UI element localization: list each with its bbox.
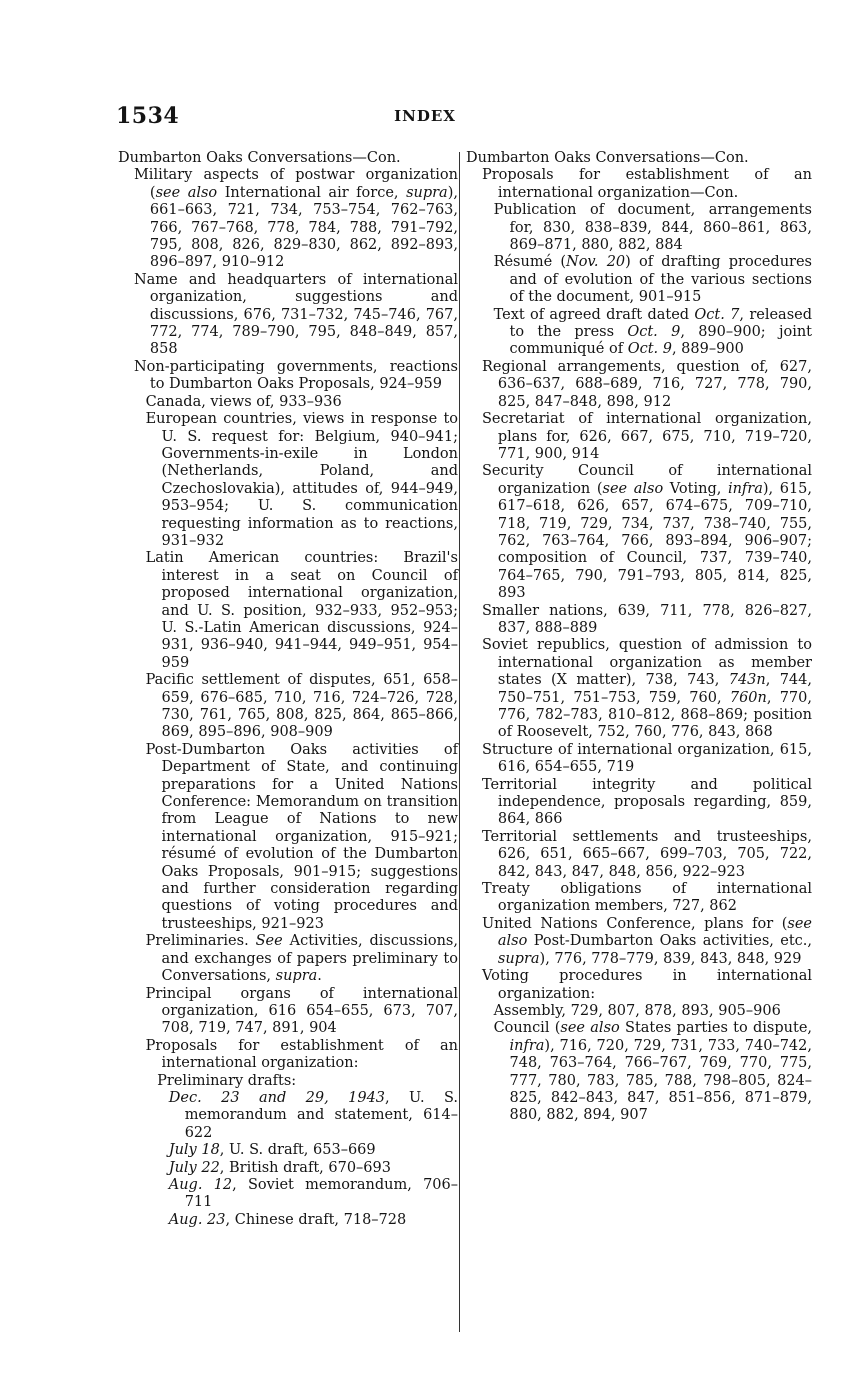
column-rule [459, 152, 460, 1332]
index-entry: European countries, views in response to U. S. request for: Belgium, 940–941; Governments-in-exile in London (Netherlands, Poland, and Czechoslovakia), attitudes of, 944–949, 953–954; U. S. communication requesting information as to reactions, 931–932 [145, 411, 458, 549]
index-entry: Dumbarton Oaks Conversations—Con. [118, 150, 401, 166]
index-entry: Proposals for establishment of an international organization: [145, 1037, 458, 1072]
index-entry: Publication of document, arrangements for, 830, 838–839, 844, 860–861, 863, 869–871, 880, 882, 884 [493, 202, 812, 254]
index-entry: Non-participating governments, reactions to Dumbarton Oaks Proposals, 924–959 [133, 358, 458, 393]
index-entry: Dumbarton Oaks Conversations—Con. [466, 150, 749, 166]
index-entry: Soviet republics, question of admission to international organization as member states (X matter), 738, 743, 743n, 744, 750–751, 751–753, 759, 760, 760n, 770, 776, 782–783, 810–812, 868–869; position of Roosevelt, 752, 760, 776, 843, 868 [481, 637, 812, 741]
index-column-left [118, 150, 458, 1229]
index-entry: Territorial integrity and political independence, proposals regarding, 859, 864, 866 [481, 776, 812, 828]
index-column-right [466, 150, 812, 1125]
page-number: 1534 [116, 103, 180, 129]
index-entry: Canada, views of, 933–936 [145, 393, 342, 410]
index-entry: Council (see also States parties to dispute, infra), 716, 720, 729, 731, 733, 740–742, 748, 763–764, 766–767, 769, 770, 775, 777, 780, 783, 785, 788, 798–805, 824–825, 842–843, 847, 851–856, 871–879, 880, 882, 894, 907 [493, 1020, 813, 1124]
index-entry: Security Council of international organization (see also Voting, infra), 615, 617–618, 626, 657, 674–675, 709–710, 718, 719, 729, 734, 737, 738–740, 755, 762, 763–764, 766, 893–894, 906–907; composition of Council, 737, 739–740, 764–765, 790, 791–793, 805, 814, 825, 893 [481, 463, 812, 602]
index-entry: Aug. 12, Soviet memorandum, 706–711 [168, 1176, 458, 1211]
index-entry: Résumé (Nov. 20) of drafting procedures and of evolution of the various sections of the document, 901–915 [493, 254, 812, 306]
index-entry: Pacific settlement of disputes, 651, 658–659, 676–685, 710, 716, 724–726, 728, 730, 761, 765, 808, 825, 864, 865–866, 869, 895–896, 908–909 [145, 672, 458, 741]
running-head: INDEX [394, 107, 456, 125]
index-entry: Name and headquarters of international organization, suggestions and discussions, 676, 731–732, 745–746, 767, 772, 774, 789–790, 795, 848–849, 857, 858 [133, 271, 458, 358]
index-entry: Structure of international organization, 615, 616, 654–655, 719 [481, 741, 812, 776]
index-entry: Secretariat of international organization, plans for, 626, 667, 675, 710, 719–720, 771, 900, 914 [481, 411, 812, 462]
index-entry: Military aspects of postwar organization (see also International air force, supra), 661–663, 721, 734, 753–754, 762–763, 766, 767–768, 778, 784, 788, 791–792, 795, 808, 826, 829–830, 862, 892–893, 896–897, 910–912 [133, 167, 458, 271]
index-entry: Aug. 23, Chinese draft, 718–728 [168, 1211, 407, 1228]
index-entry: Voting procedures in international organization: [481, 968, 812, 1002]
index-entry: Preliminary drafts: [157, 1072, 297, 1089]
index-entry: Preliminaries. See Activities, discussions, and exchanges of papers preliminary to Conversations, supra. [145, 933, 458, 985]
index-entry: Post-Dumbarton Oaks activities of Department of State, and continuing preparations for a United Nations Conference: Memorandum on transition from League of Nations to new international organization, 915–921; résumé of evolution of the Dumbarton Oaks Proposals, 901–915; suggestions and further consideration regarding questions of voting procedures and trusteeships, 921–923 [145, 741, 458, 932]
index-entry: Proposals for establishment of an international organization—Con. [481, 167, 812, 201]
index-entry: Text of agreed draft dated Oct. 7, released to the press Oct. 9, 890–900; joint communiqué of Oct. 9, 889–900 [493, 306, 813, 358]
index-entry: United Nations Conference, plans for (see also Post-Dumbarton Oaks activities, etc., supra), 776, 778–779, 839, 843, 848, 929 [481, 915, 812, 967]
index-entry: Principal organs of international organization, 616 654–655, 673, 707, 708, 719, 747, 891, 904 [145, 985, 458, 1037]
index-entry: Treaty obligations of international organization members, 727, 862 [481, 881, 812, 915]
index-entry: Smaller nations, 639, 711, 778, 826–827, 837, 888–889 [481, 602, 812, 636]
index-entry: Assembly, 729, 807, 878, 893, 905–906 [493, 1002, 781, 1019]
index-entry: Territorial settlements and trusteeships, 626, 651, 665–667, 699–703, 705, 722, 842, 843, 847, 848, 856, 922–923 [481, 828, 812, 880]
index-entry: July 18, U. S. draft, 653–669 [168, 1142, 376, 1159]
index-entry: Regional arrangements, question of, 627, 636–637, 688–689, 716, 727, 778, 790, 825, 847–848, 898, 912 [481, 358, 812, 410]
index-entry: Dec. 23 and 29, 1943, U. S. memorandum and statement, 614–622 [168, 1089, 458, 1141]
index-entry: Latin American countries: Brazil's interest in a seat on Council of proposed international organization, and U. S. position, 932–933, 952–953; U. S.-Latin American discussions, 924–931, 936–940, 941–944, 949–951, 954–959 [145, 550, 458, 671]
index-entry: July 22, British draft, 670–693 [168, 1159, 391, 1176]
